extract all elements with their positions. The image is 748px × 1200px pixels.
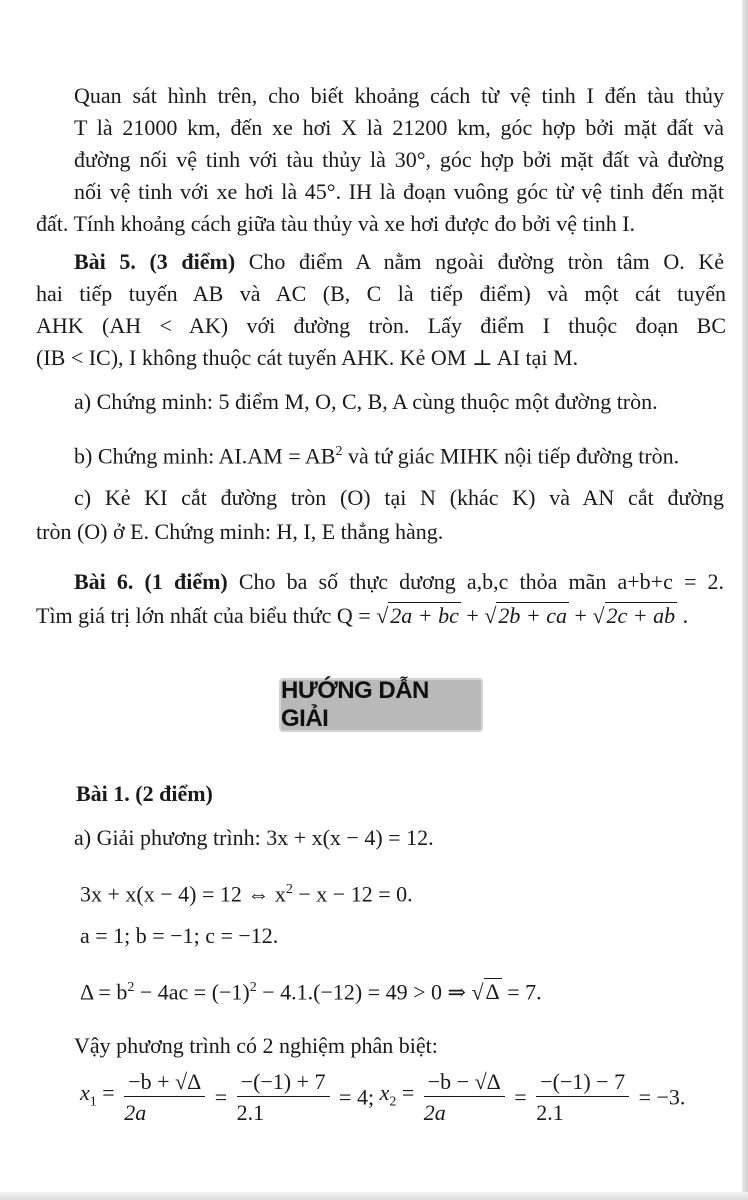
bai5-part-a: a) Chứng minh: 5 điểm M, O, C, B, A cùng thuộc một đường tròn. <box>74 389 658 414</box>
bai5-line-2: hai tiếp tuyến AB và AC (B, C là tiếp điểm) và một cát tuyến <box>36 281 726 306</box>
bai1-conclusion: Vậy phương trình có 2 nghiệm phân biệt: <box>74 1033 438 1058</box>
fraction-3-den: 2a <box>423 1100 446 1125</box>
delta-sup-1: 2 <box>127 980 135 995</box>
fraction-1 <box>124 1070 205 1125</box>
bai5-line-3: AHK (AH < AK) với đường tròn. Lấy điểm I thuộc đoạn BC <box>36 313 726 338</box>
delta-c: − 4.1.(−12) = 49 > 0 ⇒ <box>256 979 472 1005</box>
bai5-text-1: Cho điểm A nằm ngoài đường tròn tâm O. Kẻ <box>235 249 724 274</box>
bai6-l2-pre: Tìm giá trị lớn nhất của biểu thức Q = <box>36 603 377 628</box>
x1-symbol: x <box>80 1079 90 1105</box>
fraction-1-num: −b + √Δ <box>124 1070 205 1097</box>
problem4-line-4: nối vệ tinh với xe hơi là 45°. IH là đoạn vuông góc từ vệ tinh đến mặt <box>74 179 724 204</box>
fraction-2 <box>237 1070 330 1125</box>
problem4-line-1: Quan sát hình trên, cho biết khoảng cách từ vệ tinh I đến tàu thủy <box>74 83 724 108</box>
delta-b: − 4ac = (−1) <box>134 979 250 1005</box>
bai1-discriminant: $\Delta = b^2 - 4ac = (-1)^2 - 4.1.(-12) = 49 > 0$ ⇒ √Δ = 7. <box>80 979 542 1005</box>
delta-d: = 7. <box>501 979 542 1005</box>
delta-a: Δ = b <box>80 979 128 1005</box>
bai6-line-2: Tìm giá trị lớn nhất của biểu thức Q = √2a + bc + √2b + ca + √2c + ab . <box>36 603 689 628</box>
sqrt-term-1: 2a + bc <box>390 603 459 628</box>
bai5-part-b-post: và tứ giác MIHK nội tiếp đường tròn. <box>342 443 680 469</box>
bai6-text-1: Cho ba số thực dương a,b,c thỏa mãn a+b+c = 2. <box>227 569 724 594</box>
bai1-equation-1 <box>80 874 730 909</box>
roots-end: = −3. <box>638 1084 686 1110</box>
page-bottom-edge <box>0 1192 748 1200</box>
delta-sup-2: 2 <box>249 980 257 995</box>
problem4-line-5: đất. Tính khoảng cách giữa tàu thủy và xe hơi được đo bởi vệ tinh I. <box>36 211 636 236</box>
problem4-line-2: T là 21000 km, đến xe hơi X là 21200 km, góc hợp bởi mặt đất và <box>74 115 724 140</box>
page-edge-shadow <box>742 0 748 1200</box>
fraction-4 <box>536 1070 629 1125</box>
sqrt-term-2: 2b + ca <box>498 603 568 628</box>
fraction-4-den: 2.1 <box>536 1100 564 1125</box>
roots-mid: = 4; <box>339 1084 380 1110</box>
bai5-line-4: (IB < IC), I không thuộc cát tuyến AHK. Kẻ OM ⊥ AI tại M. <box>36 345 579 370</box>
bai5-heading: Bài 5. (3 điểm) <box>74 249 236 274</box>
bai5-part-b-pre: b) Chứng minh: AI.AM = AB <box>74 443 336 469</box>
x2-sub: 2 <box>389 1094 397 1110</box>
bai5-part-c-line-2: tròn (O) ở E. Chứng minh: H, I, E thẳng hàng. <box>36 519 444 544</box>
problem4-line-3: đường nối vệ tinh với tàu thủy là 30°, góc hợp bởi mặt đất và đường <box>74 147 724 172</box>
fraction-3-num: −b − √Δ <box>424 1070 505 1097</box>
bai1-roots: $x_1$ = $\frac{-b + √\Delta}{2a}$ = $\frac{-(-1) + 7}{2.1}$ = 4; $x_2$ = $\frac{-b - √\Delta}{2a}$ = $\frac{-(-1) - 7}{2.1}$ = −3. <box>80 1069 686 1125</box>
fraction-2-den: 2.1 <box>236 1100 265 1125</box>
eq1-sup: 2 <box>285 882 293 897</box>
eq1-post: − x − 12 = 0. <box>292 881 413 907</box>
fraction-1-den: 2a <box>124 1100 147 1125</box>
section-banner: HƯỚNG DẪN GIẢI <box>281 680 481 730</box>
bai1-part-a: a) Giải phương trình: 3x + x(x − 4) = 12. <box>74 825 434 850</box>
x1-sub: 1 <box>89 1094 97 1110</box>
bai5-part-b-sup: 2 <box>335 444 343 459</box>
eq1-pre: 3x + x(x − 4) = 12 ⇔ x <box>80 881 286 907</box>
fraction-2-num: −(−1) + 7 <box>237 1070 330 1097</box>
delta-sqrt: Δ <box>485 979 500 1005</box>
bai6-line-1 <box>74 566 724 597</box>
sqrt-term-3: 2c + ab <box>606 603 676 628</box>
fraction-3 <box>424 1070 505 1125</box>
bai6-heading: Bài 6. (1 điểm) <box>74 569 228 594</box>
bai1-heading-text: Bài 1. (2 điểm) <box>76 781 213 806</box>
bai5-line-1 <box>74 246 724 277</box>
fraction-4-num: −(−1) − 7 <box>536 1070 629 1097</box>
bai6-l2-post: . <box>682 603 689 628</box>
x2-symbol: x <box>379 1079 390 1105</box>
bai1-coefficients: a = 1; b = −1; c = −12. <box>80 923 279 948</box>
bai1-heading <box>76 778 726 809</box>
bai5-part-b <box>74 436 724 471</box>
bai5-part-c-line-1: c) Kẻ KI cắt đường tròn (O) tại N (khác K) và AN cắt đường <box>74 485 724 510</box>
